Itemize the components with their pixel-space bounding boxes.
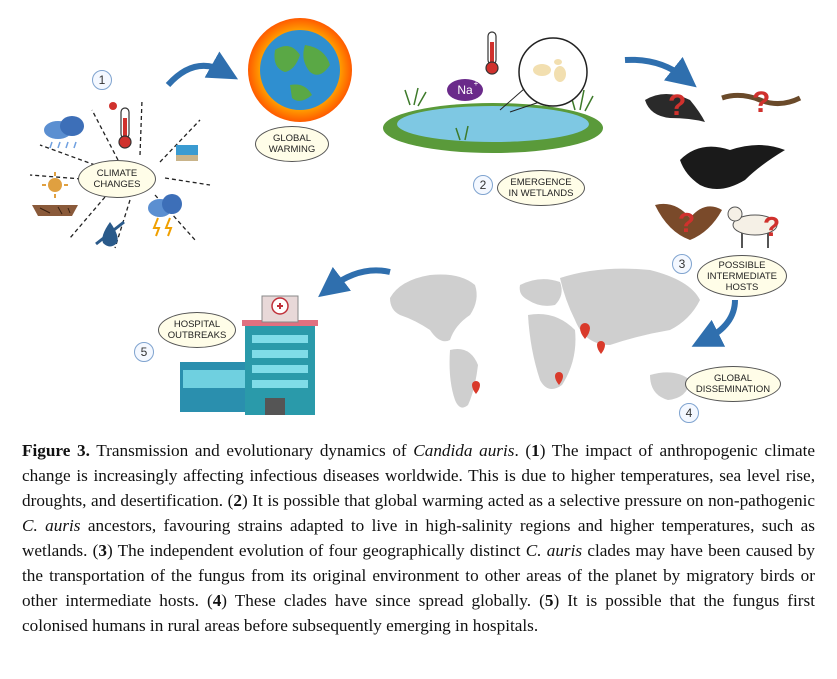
step-number-5: 5 — [134, 342, 154, 362]
caption-text: ) The independent evolution of four geographically distinct — [106, 541, 526, 560]
step-number-1: 1 — [92, 70, 112, 90]
arrow-4-to-5 — [330, 270, 390, 288]
label-global-warming: GLOBAL WARMING — [255, 126, 329, 162]
caption-text: Transmission and evolutionary dynamics of — [89, 441, 414, 460]
arrow-2-to-3 — [625, 60, 685, 78]
svg-text:?: ? — [763, 211, 781, 242]
sodium-charge: + — [473, 79, 479, 88]
step-number-2: 2 — [473, 175, 493, 195]
label-emergence-wetlands: EMERGENCE IN WETLANDS — [497, 170, 585, 206]
sodium-label: Na — [457, 83, 473, 97]
figure-caption — [22, 438, 815, 638]
thermometer-icon — [486, 32, 498, 74]
label-climate-changes: CLIMATE CHANGES — [78, 160, 156, 198]
caption-number: 1 — [531, 441, 540, 460]
label-intermediate-hosts: POSSIBLE INTERMEDIATE HOSTS — [697, 255, 787, 297]
species-name: Candida auris — [413, 441, 515, 460]
arrow-1-to-2 — [168, 66, 225, 85]
rain-cloud-icon — [44, 116, 84, 148]
label-hospital-outbreaks: HOSPITAL OUTBREAKS — [158, 312, 236, 348]
thermometer-icon — [109, 102, 131, 148]
caption-text: ) It is possible that global warming acted as a selective pressure on non-pathogenic — [241, 491, 815, 510]
dry-earth-icon — [32, 205, 78, 216]
caption-text: clades may have been caused by the transportation of the fungus from its original environment to other areas of the planet by migratory birds or other intermediate hosts. ( — [22, 541, 815, 610]
caption-text: ) It is possible that the fungus first colonised humans in rural areas before subsequently emerging in hospitals. — [22, 591, 815, 635]
step-number-4: 4 — [679, 403, 699, 423]
caption-number: 3 — [98, 541, 107, 560]
world-map-icon — [390, 269, 700, 408]
caption-number: 5 — [544, 591, 554, 610]
svg-text:?: ? — [678, 207, 696, 238]
sodium-ion-icon — [447, 79, 483, 101]
step-number-3: 3 — [672, 254, 692, 274]
storm-cloud-icon — [148, 194, 182, 236]
sea-level-icon — [176, 145, 198, 161]
label-global-dissemination: GLOBAL DISSEMINATION — [685, 366, 781, 402]
svg-text:?: ? — [752, 86, 771, 119]
species-name: C. auris — [525, 541, 583, 560]
caption-text: ancestors, favouring strains adapted to live in high-salinity regions and higher temperatures, such as wetlands. ( — [22, 516, 815, 560]
caption-text: ) The impact of anthropogenic climate change is increasingly affecting infectious diseases worldwide. This is due to higher temperatures, sea level rise, droughts, and desertification. ( — [22, 441, 815, 510]
caption-number: 4 — [212, 591, 222, 610]
species-name: C. auris — [22, 516, 81, 535]
arrow-3-to-4 — [705, 300, 735, 340]
caption-label: Figure 3. — [22, 441, 90, 460]
caption-number: 2 — [233, 491, 242, 510]
caption-text: . ( — [514, 441, 532, 460]
fungus-magnifier-icon — [519, 38, 587, 106]
crow-icon — [680, 145, 785, 189]
burning-globe-icon — [248, 18, 352, 122]
svg-text:?: ? — [668, 89, 687, 122]
caption-text: ) These clades have since spread globally. ( — [221, 591, 545, 610]
